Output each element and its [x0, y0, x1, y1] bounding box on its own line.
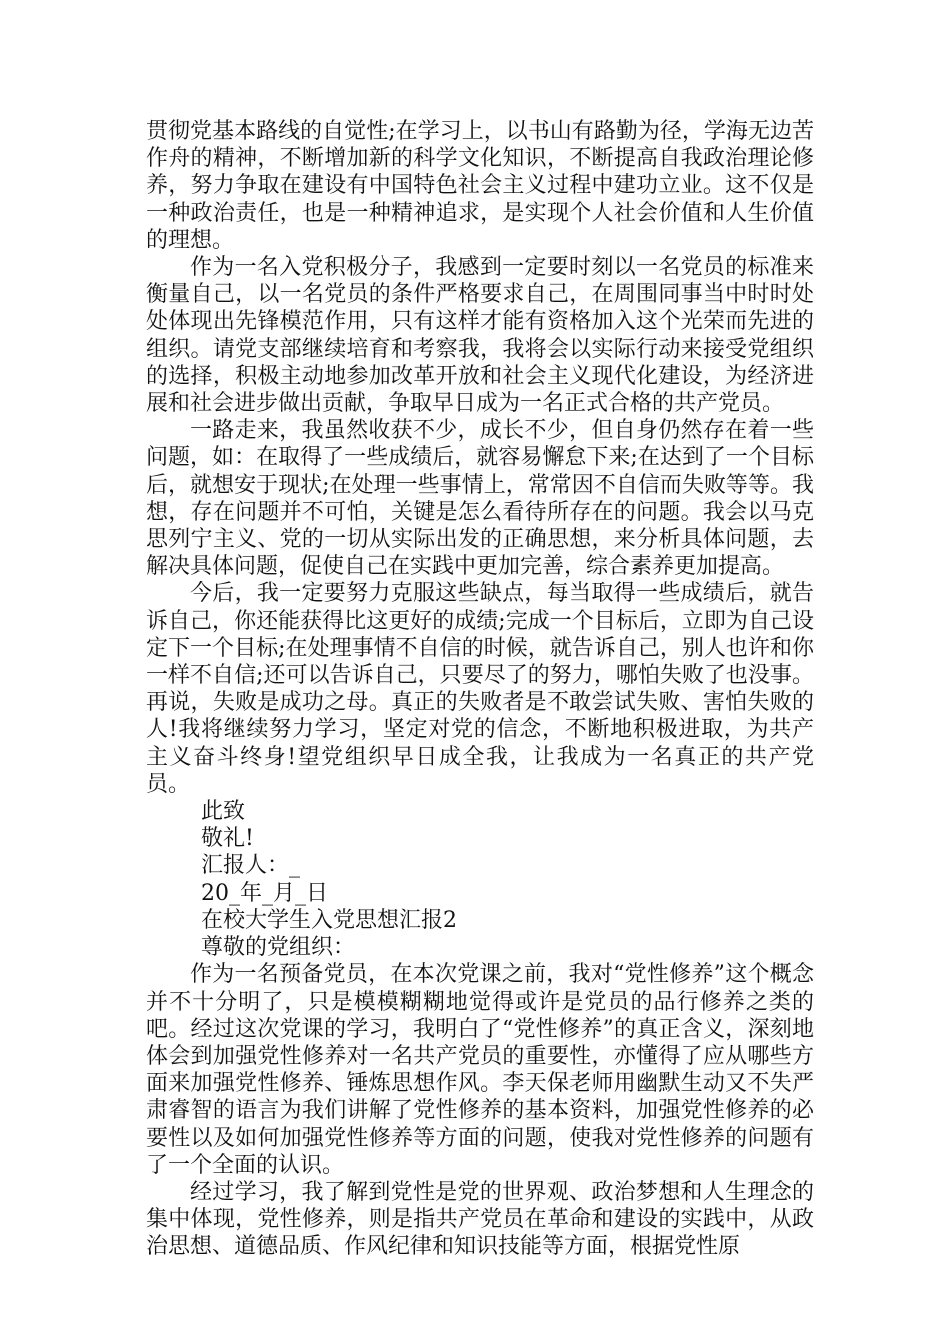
section-title: 在校大学生入党思想汇报2: [201, 907, 457, 933]
paragraph-3: 一路走来，我虽然收获不少，成长不少，但自身仍然存在着一些问题，如：在取得了一些成绩后，就容易懈怠下来;在达到了一个目标后，就想安于现状;在处理一些事情上，常常因不自信而失败等等。我想，存在问题并不可怕，关键是怎么看待所存在的问题。我会以马克思列宁主义、党的一切从实际出发的正确思想，来分析具体问题，去解决具体问题，促使自己在实践中更加完善，综合素养更加提高。: [146, 418, 814, 580]
paragraph-2: 作为一名入党积极分子，我感到一定要时刻以一名党员的标准来衡量自己，以一名党员的条件严格要求自己，在周围同事当中时时处处体现出先锋模范作用，只有这样才能有资格加入这个光荣而先进的组织。请党支部继续培育和考察我，我将会以实际行动来接受党组织的选择，积极主动地参加改革开放和社会主义现代化建设，为经济进展和社会进步做出贡献，争取早日成为一名正式合格的共产党员。: [146, 255, 814, 417]
closing-salutation: 此致: [201, 799, 246, 825]
paragraph-6: 经过学习，我了解到党性是党的世界观、政治梦想和人生理念的集中体现，党性修养，则是指共产党员在革命和建设的实践中，从政治思想、道德品质、作风纪律和知识技能等方面，根据党性原: [146, 1179, 814, 1260]
greeting-line: 尊敬的党组织：: [201, 935, 356, 961]
document-body: [146, 118, 814, 1261]
paragraph-5: 作为一名预备党员，在本次党课之前，我对“党性修养”这个概念并不十分明了，只是模模糊糊地觉得或许是党员的品行修养之类的吧。经过这次党课的学习，我明白了“党性修养”的真正含义，深刻地体会到加强党性修养对一名共产党员的重要性，亦懂得了应从哪些方面来加强党性修养、锤炼思想作风。李天保老师用幽默生动又不失严肃睿智的语言为我们讲解了党性修养的基本资料，加强党性修养的必要性以及如何加强党性修养等方面的问题，使我对党性修养的问题有了一个全面的认识。: [146, 962, 814, 1178]
reporter-line: 汇报人：_: [201, 853, 301, 879]
paragraph-1: 贯彻党基本路线的自觉性;在学习上，以书山有路勤为径，学海无边苦作舟的精神，不断增加新的科学文化知识，不断提高自我政治理论修养，努力争取在建设有中国特色社会主义过程中建功立业。这不仅是一种政治责任，也是一种精神追求，是实现个人社会价值和人生价值的理想。: [146, 119, 814, 253]
paragraph-4: 今后，我一定要努力克服这些缺点，每当取得一些成绩后，就告诉自己，你还能获得比这更好的成绩;完成一个目标后，立即为自己设定下一个目标;在处理事情不自信的时候，就告诉自己，别人也许和你一样不自信;还可以告诉自己，只要尽了的努力，哪怕失败了也没事。再说，失败是成功之母。真正的失败者是不敢尝试失败、害怕失败的人!我将继续努力学习，坚定对党的信念，不断地积极进取，为共产主义奋斗终身!望党组织早日成全我，让我成为一名真正的共产党员。: [146, 581, 814, 797]
closing-regards: 敬礼!: [201, 826, 254, 852]
date-line: 20_年_月_日: [201, 880, 328, 906]
